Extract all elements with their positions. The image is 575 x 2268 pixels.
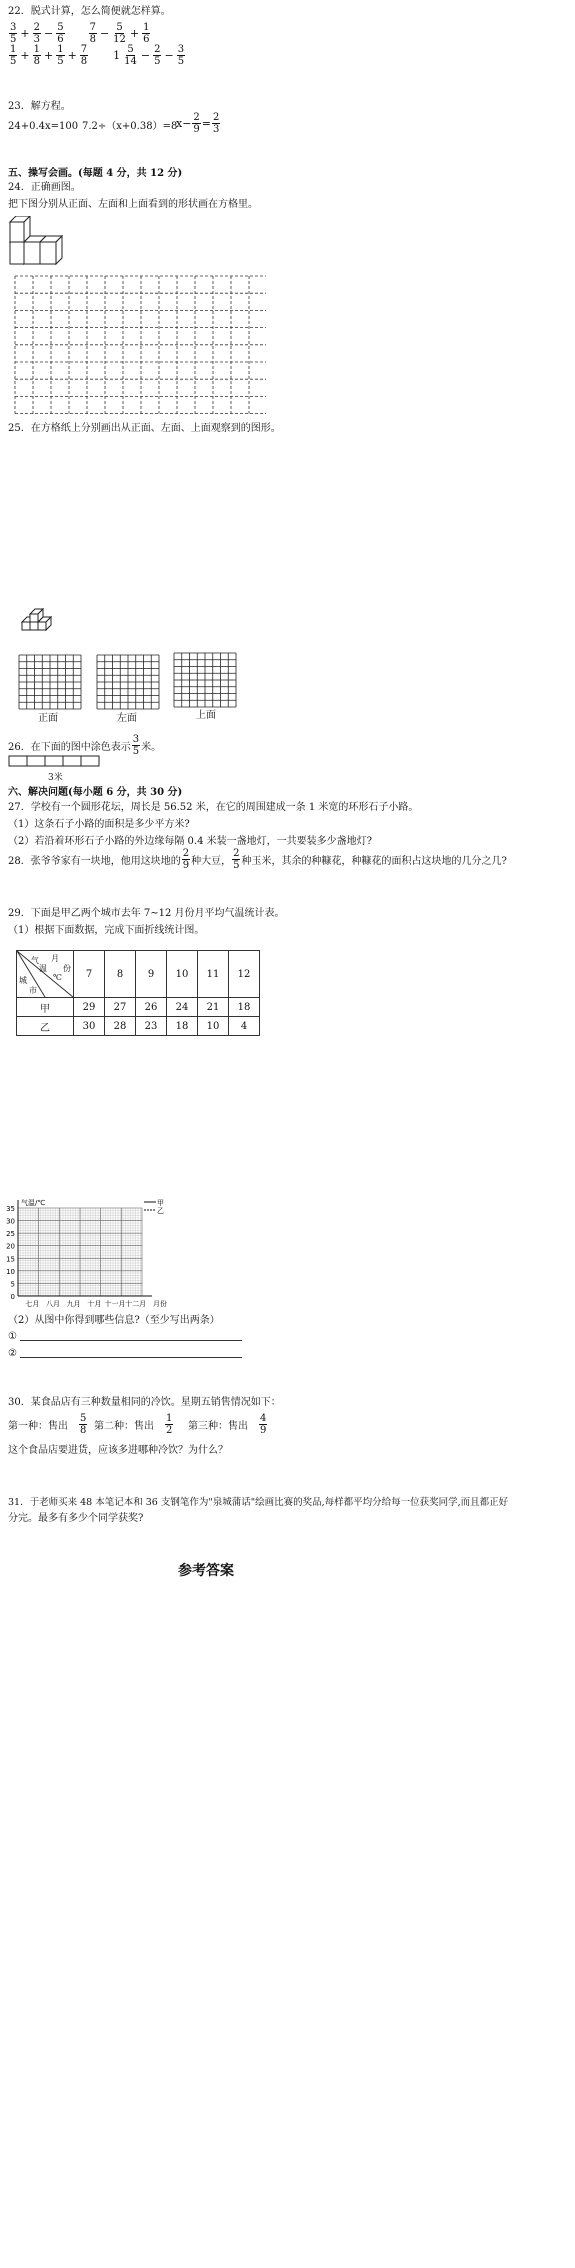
q24-dashed-grid[interactable]	[14, 275, 266, 415]
q26-bar[interactable]	[8, 755, 102, 767]
q31-line1: 31．于老师买来 48 本笔记本和 36 支钢笔作为"泉城蒲话"绘画比赛的奖品,每样都平均分给每一位获奖同学,而且都正好	[8, 1497, 509, 1508]
q29b-title: （2）从图中你得到哪些信息?（至少写出两条）	[8, 1315, 220, 1326]
fraction: $\frac{2}{5}$	[154, 44, 161, 67]
x-axis-label: 月份	[153, 1300, 167, 1308]
fraction: $\frac{3}{5}$	[177, 44, 185, 67]
q26-line: 26．在下面的图中涂色表示 $\frac{3}{5}$ 米。	[8, 734, 162, 757]
q30-title: 30．某食品店有三种数量相同的冷饮。星期五销售情况如下：	[8, 1397, 281, 1408]
q23-title: 23．解方程。	[8, 101, 71, 112]
fraction: $\frac{7}{8}$	[89, 22, 96, 45]
left-view-grid[interactable]	[96, 654, 160, 710]
table-row: 甲 29 27 26 24 21 18	[17, 998, 260, 1017]
top-view-label: 上面	[196, 710, 216, 721]
operator: +	[129, 27, 140, 40]
y-axis-label: 气温/℃	[21, 1199, 46, 1207]
top-view-grid[interactable]	[173, 652, 237, 708]
operator: +	[67, 49, 77, 62]
front-view-grid[interactable]	[18, 654, 82, 710]
q23-eq3: x− $\frac{2}{9}$ = $\frac{2}{3}$	[176, 112, 220, 135]
q29-sub: （1）根据下面数据，完成下面折线统计图。	[8, 925, 205, 936]
fraction: $\frac{5}{14}$	[124, 44, 137, 67]
temperature-table: 月 份 气 温 ℃ 城 市 7 8 9 10 11 12 甲 29 27 26 24 21 18 乙 30 28 23 18 10 4	[16, 950, 260, 1036]
x-tick-label: 八月	[46, 1300, 60, 1308]
q30-item-1: 第一种：售出 $\frac{5}{8}$	[8, 1413, 87, 1436]
cubes-figure	[8, 216, 70, 268]
q23-eq1: 24+0.4x=100	[8, 121, 79, 132]
fraction: $\frac{1}{5}$	[10, 44, 17, 67]
fraction: $\frac{7}{8}$	[80, 44, 88, 67]
y-tick-label: 20	[6, 1242, 15, 1251]
y-tick-label: 30	[6, 1217, 15, 1226]
y-tick-label: 35	[6, 1205, 15, 1213]
q25-cubes-figure	[18, 608, 60, 638]
y-tick-label: 0	[10, 1293, 15, 1301]
table-row: 乙 30 28 23 18 10 4	[17, 1017, 260, 1036]
x-tick-label: 十月	[87, 1300, 102, 1308]
answer-marker-2: ②	[8, 1348, 17, 1359]
legend-label: 乙	[157, 1207, 164, 1215]
left-view-label: 左面	[117, 713, 137, 724]
y-tick-label: 15	[6, 1255, 15, 1264]
fraction: $\frac{3}{5}$	[10, 22, 17, 45]
answer-marker-1: ①	[8, 1331, 17, 1342]
y-tick-label: 5	[10, 1280, 15, 1289]
legend-label: 甲	[157, 1199, 164, 1207]
section6-title: 六、解决问题(每小题 6 分，共 30 分)	[8, 787, 183, 798]
x-tick-label: 十二月	[125, 1300, 147, 1308]
operator: −	[99, 27, 110, 40]
q30-item-2: 第二种：售出 $\frac{1}{2}$	[94, 1413, 173, 1436]
q30-item-3: 第三种：售出 $\frac{4}{9}$	[188, 1413, 267, 1436]
operator: +	[43, 49, 54, 62]
answer-line-1[interactable]	[20, 1340, 242, 1341]
q22-row1	[8, 22, 151, 45]
q27-part1: （1）这条石子小路的面积是多少平方米?	[8, 819, 190, 830]
section5-title: 五、操写会画。(每题 4 分，共 12 分)	[8, 168, 183, 179]
fraction: $\frac{5}{12}$	[113, 22, 126, 45]
fraction: $\frac{1}{6}$	[143, 22, 150, 45]
table-diagonal-header: 月 份 气 温 ℃ 城 市	[17, 951, 74, 998]
q24-desc: 把下图分别从正面、左面和上面看到的形状画在方格里。	[8, 199, 258, 210]
x-tick-label: 十一月	[104, 1300, 126, 1308]
x-tick-label: 七月	[25, 1300, 40, 1308]
q30-ask: 这个食品店要进货，应该多进哪种冷饮？为什么？	[8, 1445, 228, 1456]
q24-title: 24．正确画图。	[8, 182, 81, 193]
q31-line2: 分完。最多有多少个同学获奖?	[8, 1513, 144, 1524]
q27-part2: （2）若沿着环形石子小路的外边缘每隔 0.4 米装一盏地灯，一共要装多少盏地灯?	[8, 836, 372, 847]
operator: 1	[113, 49, 121, 62]
operator: −	[140, 49, 151, 62]
front-view-label: 正面	[38, 713, 58, 724]
q22-row2	[8, 44, 186, 67]
q29-title: 29．下面是甲乙两个城市去年 7∼12 月份月平均气温统计表。	[8, 908, 285, 919]
operator: −	[164, 49, 174, 62]
y-tick-label: 10	[6, 1267, 15, 1276]
x-tick-label: 九月	[66, 1300, 81, 1308]
fraction: $\frac{1}{8}$	[33, 44, 40, 67]
fraction: $\frac{1}{5}$	[57, 44, 64, 67]
q26-bar-label: 3米	[48, 773, 63, 783]
q22-title: 22．脱式计算，怎么简便就怎样算。	[8, 6, 171, 17]
fraction: $\frac{5}{6}$	[57, 22, 64, 45]
operator: −	[43, 27, 54, 40]
line-chart[interactable]	[4, 1196, 174, 1310]
q27-title: 27．学校有一个圆形花坛，周长是 56.52 米，在它的周围建成一条 1 米宽的环形石子小路。	[8, 802, 419, 813]
q28-line: 28．张爷爷家有一块地，他用这块地的 $\frac{2}{9}$ 种大豆， $\frac{2}{5}$ 种玉米，其余的种糠花，种糠花的面积占这块地的几分之几?	[8, 848, 507, 871]
y-tick-label: 25	[6, 1230, 15, 1239]
operator: +	[20, 49, 30, 62]
q23-eq2: 7.2÷（x+0.38）=8	[82, 121, 178, 132]
answer-line-2[interactable]	[20, 1357, 242, 1358]
answer-key-title: 参考答案	[178, 1563, 234, 1579]
q25-title: 25．在方格纸上分别画出从正面、左面、上面观察到的图形。	[8, 423, 281, 434]
fraction: $\frac{2}{3}$	[33, 22, 40, 45]
operator: +	[20, 27, 30, 40]
